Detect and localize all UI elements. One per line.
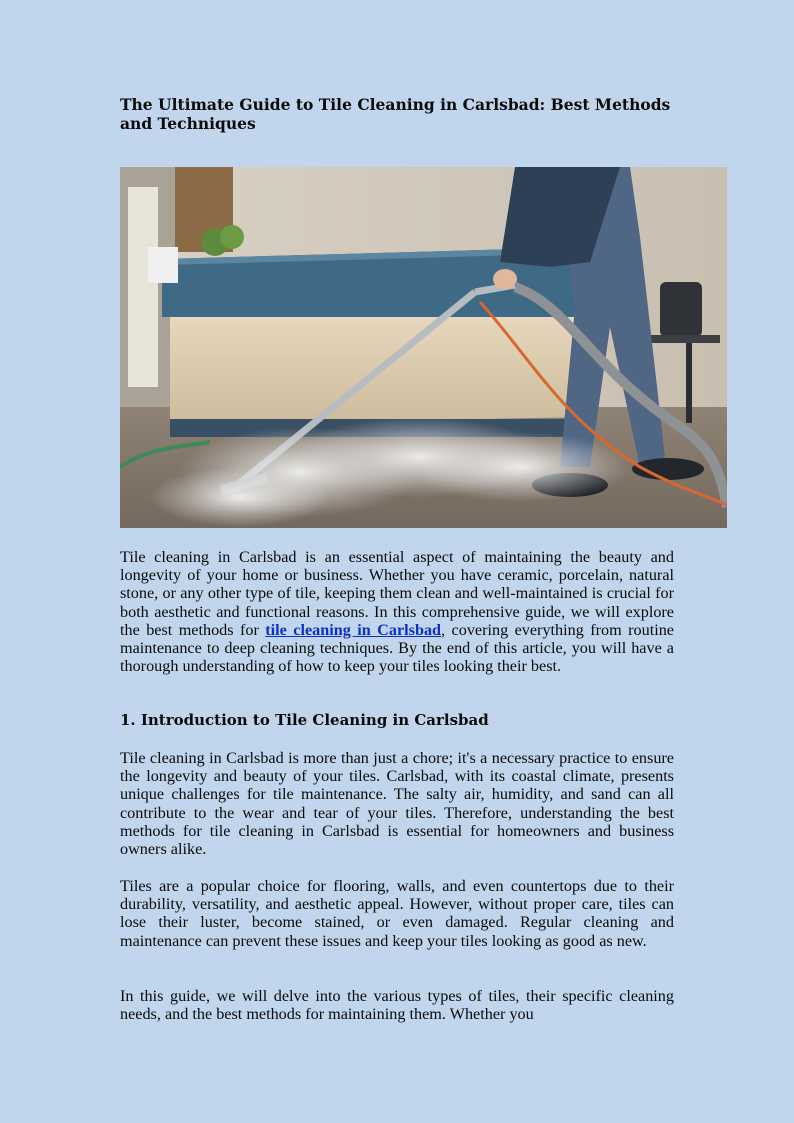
intro-paragraph <box>120 548 674 675</box>
section-1-heading: 1. Introduction to Tile Cleaning in Carlsbad <box>120 711 489 729</box>
section-1-paragraph-3: In this guide, we will delve into the various types of tiles, their specific cleaning needs, and the best methods for maintaining them. Whether you <box>120 987 674 1024</box>
tile-cleaning-link[interactable]: tile cleaning in Carlsbad <box>265 620 442 639</box>
intro-text-before-link: Tile cleaning in Carlsbad is an essential aspect of maintaining the beauty and longevity of your home or business. Whether you have ceramic, porcelain, natural stone, or any other type of tile, keeping them clean and well-maintained is crucial for both aesthetic and functional reasons. In this comprehensive guide, we will explore the best methods for <box>120 548 674 639</box>
section-1-heading-block <box>120 711 674 730</box>
section-1-paragraph-2: Tiles are a popular choice for flooring, walls, and even countertops due to their durability, versatility, and aesthetic appeal. However, without proper care, tiles can lose their luster, become stained, or even damaged. Regular cleaning and maintenance can prevent these issues and keep your tiles looking as good as new. <box>120 877 674 950</box>
section-1-paragraph-1-block <box>120 749 674 858</box>
intro-text-after-link: , covering everything from routine maintenance to deep cleaning techniques. By the end of this article, you will have a thorough understanding of how to keep your tiles looking their best. <box>120 620 674 676</box>
section-1-paragraph-3-block <box>120 987 674 1023</box>
section-1-paragraph-1: Tile cleaning in Carlsbad is more than just a chore; it's a necessary practice to ensure the longevity and beauty of your tiles. Carlsbad, with its coastal climate, presents unique challenges for tile maintenance. The salty air, humidity, and sand can all contribute to the wear and tear of your tiles. Therefore, understanding the best methods for tile cleaning in Carlsbad is essential for homeowners and business owners alike. <box>120 749 674 859</box>
section-1-paragraph-2-block <box>120 877 674 950</box>
hero-image-steam-cleaning <box>120 167 727 528</box>
article <box>120 95 674 1024</box>
article-title: The Ultimate Guide to Tile Cleaning in Carlsbad: Best Methods and Techniques <box>120 95 671 133</box>
intro-paragraph-block <box>120 548 674 675</box>
